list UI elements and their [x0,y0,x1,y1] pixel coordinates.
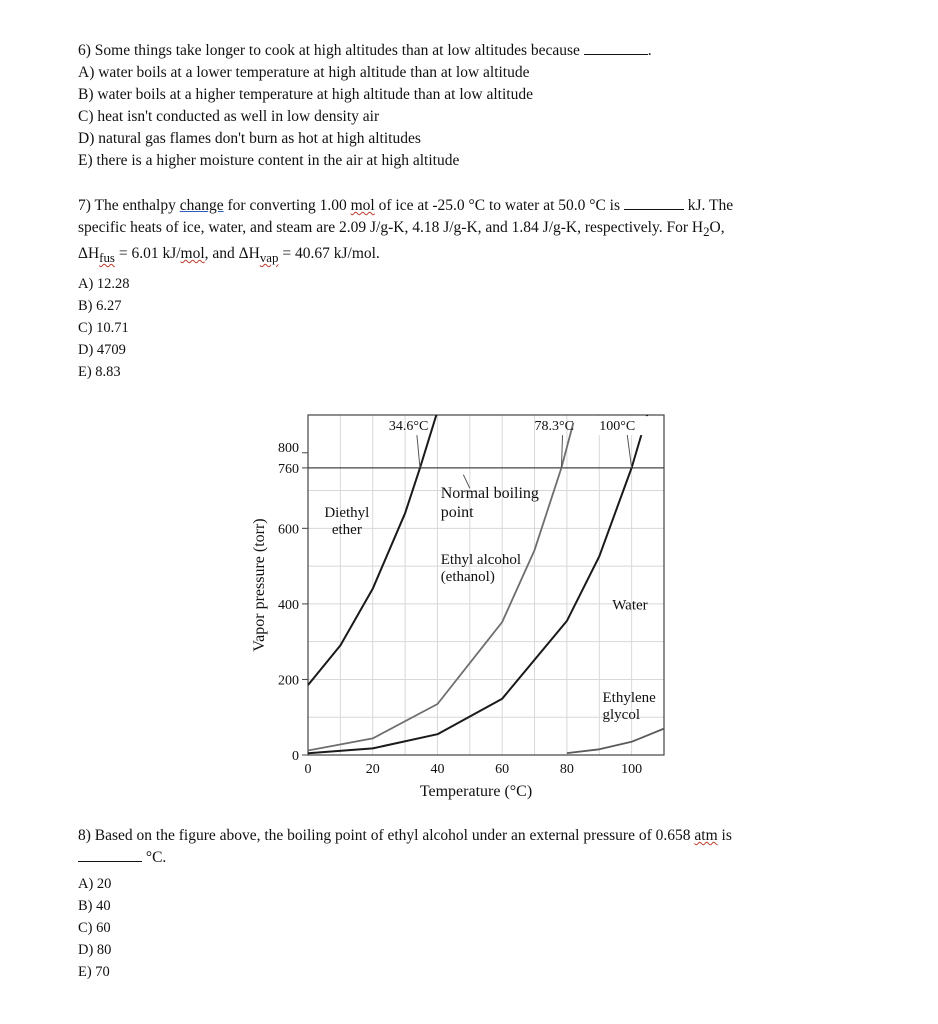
q8-choices [78,873,732,983]
x-tick-label: 40 [430,762,445,777]
q6-stem-end: . [647,42,652,59]
q7-text: = 6.01 kJ/ [114,245,181,263]
q8-text: is [721,827,732,844]
q7-subscript-vap: vap [259,250,279,266]
q7-choice: E) 8.83 [78,364,121,381]
y-tick-label: 0 [292,749,299,764]
q7-choices [78,273,733,383]
y-axis-title: Vapor pressure (torr) [251,518,268,652]
q7-word-change: change [179,197,224,214]
question-8 [78,825,732,983]
series-label: glycol [602,707,641,724]
q6-choice: A) water boils at a lower temperature at high altitude than at low altitude [78,64,530,81]
y-tick-label: 600 [278,522,299,538]
boiling-point-pointer [627,435,631,468]
q8-choice: A) 20 [78,876,112,892]
q7-word-mol: mol [350,197,375,214]
vapor-pressure-chart [240,400,680,805]
y-tick-label: 800 [278,440,299,456]
question-7 [78,195,733,383]
q7-choice: C) 10.71 [78,320,129,337]
q7-stem-line-2 [78,217,733,243]
q8-word-atm: atm [694,827,718,844]
q7-stem-line-3 [78,243,733,269]
x-tick-label: 20 [365,762,380,777]
q8-text: °C. [145,849,167,866]
q8-choice: D) 80 [78,942,112,958]
q8-stem-line-1 [78,825,732,847]
q8-stem-line-2 [78,847,732,869]
q7-answer-blank [624,195,684,210]
q6-stem-text: 6) Some things take longer to cook at high altitudes than at low altitudes because [78,42,580,59]
series-label: (ethanol) [440,569,495,586]
q7-choice: D) 4709 [78,342,126,359]
q6-choice: D) natural gas flames don't burn as hot at high altitudes [78,130,421,147]
x-tick-label: 0 [304,762,312,777]
q7-subscript-fus: fus [99,250,115,266]
q6-choice: E) there is a higher moisture content in the air at high altitude [78,152,460,169]
boiling-point-label: 100°C [599,419,636,435]
q7-subscript: 2 [703,224,710,240]
x-tick-label: 80 [559,762,574,777]
boiling-point-pointer [417,435,420,468]
q8-text: 8) Based on the figure above, the boiling point of ethyl alcohol under an external pressure of 0.658 [78,827,691,844]
q7-text: O, [709,219,725,236]
series-label: Ethyl alcohol [440,552,522,569]
series-line-ethyl-alcohol-ethanol- [308,423,573,751]
series-line-ethylene-glycol [567,729,664,754]
q7-text: , and ΔH [204,245,260,263]
q8-answer-blank [78,847,142,862]
q6-answer-blank [584,40,648,55]
question-6 [78,40,652,172]
q6-choice: B) water boils at a higher temperature at high altitude than at low altitude [78,86,533,103]
q7-text: = 40.67 kJ/mol. [278,245,380,263]
q7-word-mol: mol [180,245,205,263]
series-label: ether [331,522,362,538]
q6-choice: C) heat isn't conducted as well in low density air [78,108,380,125]
series-line-diethyl-ether [308,400,450,685]
y-tick-label: 400 [278,597,299,613]
y-tick-label: 200 [278,673,299,689]
q7-text: for converting 1.00 [227,197,347,214]
q7-text: kJ. The [687,197,734,214]
normal-boiling-point-label: point [440,504,474,522]
x-tick-label: 60 [495,762,510,777]
normal-boiling-point-label: Normal boiling [440,485,539,503]
x-tick-label: 100 [621,762,643,777]
q7-text: ΔH [78,245,100,263]
q7-choice: A) 12.28 [78,276,130,293]
q7-text: specific heats of ice, water, and steam are 2.09 J/g-K, 4.18 J/g-K, and 1.84 J/g-K, respectively. For H [78,219,704,236]
series-label: Ethylene [602,690,656,707]
series-label: Water [612,597,648,614]
q7-stem-line-1 [78,195,733,217]
x-axis-title: Temperature (°C) [419,783,533,800]
series-label: Diethyl [324,505,370,521]
boiling-point-label: 34.6°C [388,419,429,435]
q8-choice: E) 70 [78,964,110,980]
q7-text: 7) The enthalpy [78,197,176,214]
y-tick-label: 760 [278,461,299,477]
boiling-point-label: 78.3°C [534,419,574,435]
q6-stem [78,40,652,62]
q8-choice: B) 40 [78,898,111,914]
q8-choice: C) 60 [78,920,111,936]
q7-choice: B) 6.27 [78,298,122,315]
q7-text: of ice at -25.0 °C to water at 50.0 °C is [378,197,621,214]
